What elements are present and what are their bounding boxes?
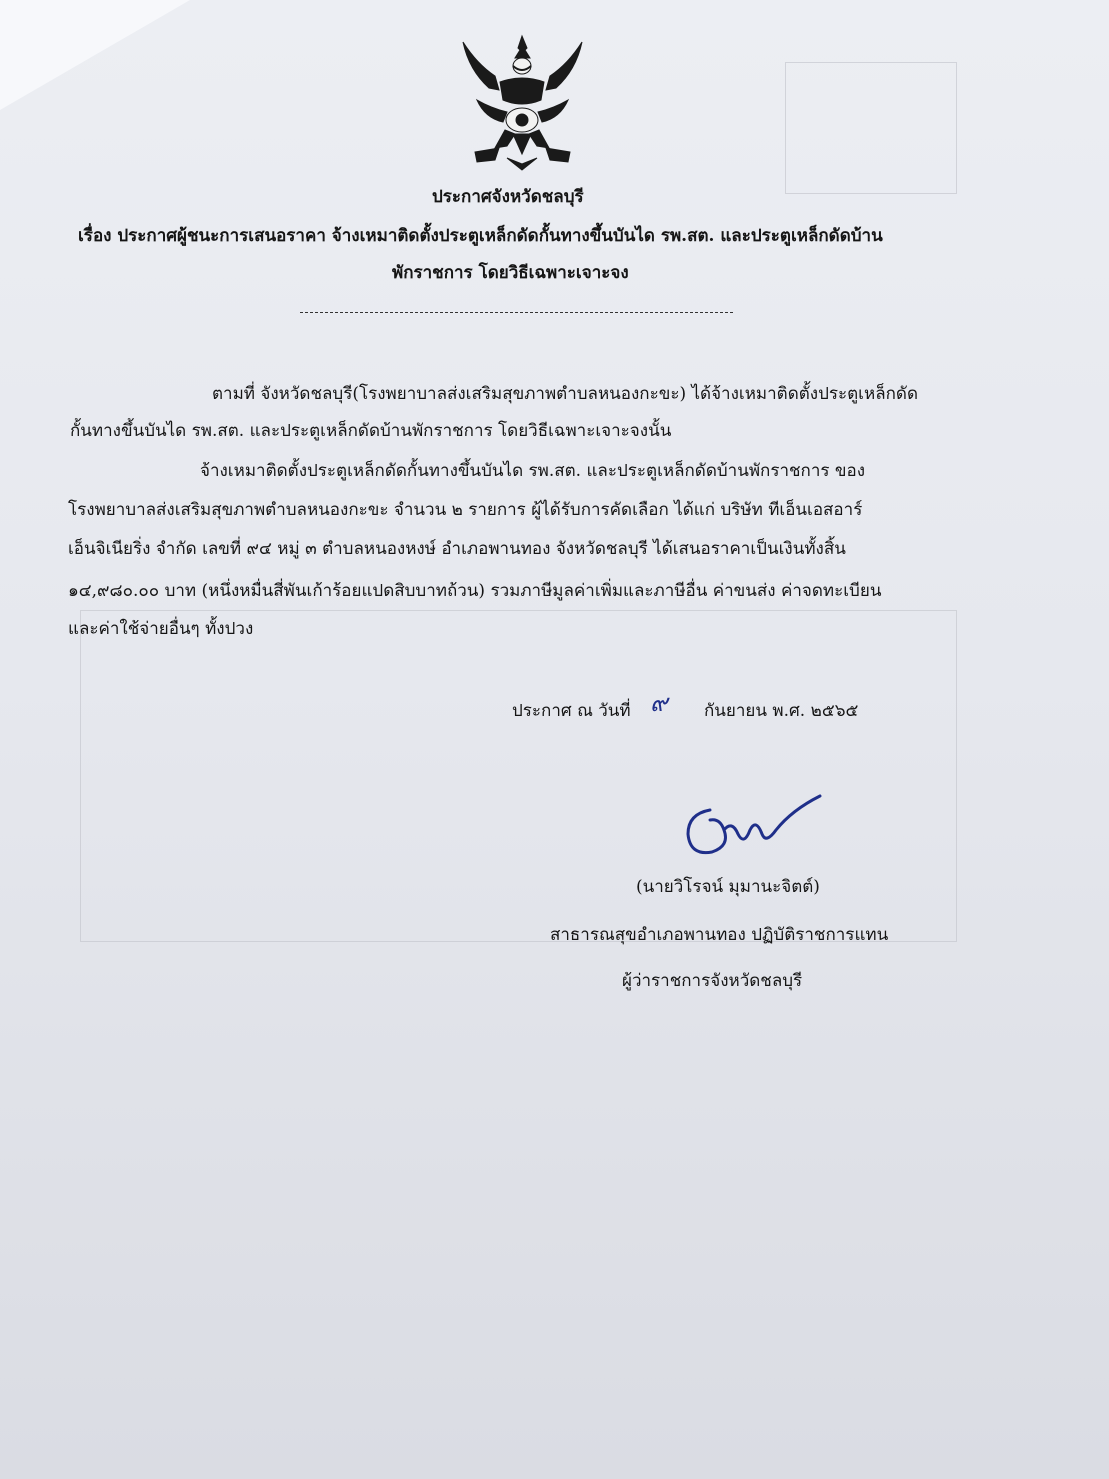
- show-through-box: [785, 62, 957, 194]
- paragraph-1-line-2: กั้นทางขึ้นบันได รพ.สต. และประตูเหล็กดัดบ้านพักราชการ โดยวิธีเฉพาะเจาะจงนั้น: [70, 421, 672, 441]
- announce-date-prefix: ประกาศ ณ วันที่: [512, 701, 631, 721]
- announce-date-day: ๙: [650, 689, 668, 717]
- show-through-table: [80, 610, 957, 942]
- signatory-position-2: ผู้ว่าราชการจังหวัดชลบุรี: [622, 971, 803, 991]
- paragraph-2-line-5: และค่าใช้จ่ายอื่นๆ ทั้งปวง: [68, 619, 254, 639]
- page-corner: [0, 0, 190, 110]
- paragraph-2-line-2: โรงพยาบาลส่งเสริมสุขภาพตำบลหนองกะขะ จำนวน ๒ รายการ ผู้ได้รับการคัดเลือก ได้แก่ บริษัท ทีเอ็นเอสอาร์: [68, 500, 863, 520]
- garuda-emblem-icon: [455, 30, 590, 175]
- paragraph-1-line-1: ตามที่ จังหวัดชลบุรี(โรงพยาบาลส่งเสริมสุขภาพตำบลหนองกะขะ) ได้จ้างเหมาติดตั้งประตูเหล็กดัด: [212, 384, 918, 404]
- announce-date-month-year: กันยายน พ.ศ. ๒๕๖๕: [704, 701, 859, 721]
- subject-line-1: เรื่อง ประกาศผู้ชนะการเสนอราคา จ้างเหมาติดตั้งประตูเหล็กดัดกั้นทางขึ้นบันได รพ.สต. และประตูเหล็กดัดบ้าน: [78, 226, 883, 246]
- paragraph-2-line-3: เอ็นจิเนียริ่ง จำกัด เลขที่ ๙๔ หมู่ ๓ ตำบลหนองหงษ์ อำเภอพานทอง จังหวัดชลบุรี ได้เสนอราคาเป็นเงินทั้งสิ้น: [68, 539, 846, 559]
- subject-line-2: พักราชการ โดยวิธีเฉพาะเจาะจง: [392, 263, 629, 283]
- announcement-title: ประกาศจังหวัดชลบุรี: [432, 187, 584, 207]
- paragraph-2-line-1: จ้างเหมาติดตั้งประตูเหล็กดัดกั้นทางขึ้นบันได รพ.สต. และประตูเหล็กดัดบ้านพักราชการ ของ: [200, 461, 866, 481]
- paragraph-2-line-4: ๑๔,๙๘๐.๐๐ บาท (หนึ่งหมื่นสี่พันเก้าร้อยแปดสิบบาทถ้วน) รวมภาษีมูลค่าเพิ่มและภาษีอื่น ค่าขนส่ง ค่าจดทะเบียน: [68, 581, 882, 601]
- signatory-name: (นายวิโรจน์ มุมานะจิตต์): [636, 877, 820, 897]
- separator-rule: [300, 312, 733, 313]
- signatory-position-1: สาธารณสุขอำเภอพานทอง ปฏิบัติราชการแทน: [550, 925, 889, 945]
- handwritten-signature: [680, 790, 830, 870]
